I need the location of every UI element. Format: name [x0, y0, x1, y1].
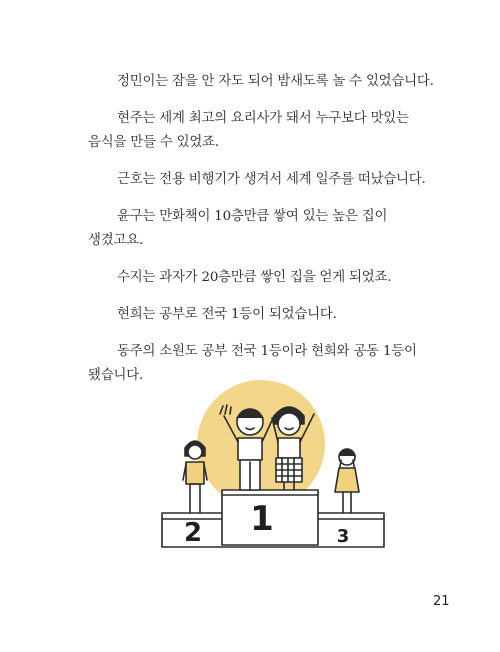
paragraph: 동주의 소원도 공부 전국 1등이라 현희와 공동 1등이 됐습니다.: [88, 344, 417, 383]
podium-label-first: 1: [250, 499, 274, 539]
paragraph: 정민이는 잠을 안 자도 되어 밤새도록 놀 수 있었습니다.: [117, 74, 434, 89]
girl-second-place: [183, 441, 207, 513]
podium-label-third: 3: [336, 526, 350, 547]
podium-illustration: [150, 372, 390, 562]
paragraph: 윤구는 만화책이 10층만큼 쌓여 있는 높은 집이 생겼고요.: [88, 209, 388, 248]
page-number: 21: [433, 594, 450, 609]
body-text: [88, 70, 434, 401]
paragraph: 근호는 전용 비행기가 생겨서 세계 일주를 떠났습니다.: [117, 172, 426, 187]
paragraph: 현희는 공부로 전국 1등이 되었습니다.: [117, 307, 337, 322]
podium-label-second: 2: [183, 518, 203, 548]
paragraph: 현주는 세계 최고의 요리사가 돼서 누구보다 맛있는 음식을 만들 수 있었죠.: [88, 111, 409, 150]
girl-third-place: [335, 449, 359, 513]
paragraph: 수지는 과자가 20층만큼 쌓인 집을 얻게 되었죠.: [117, 270, 392, 285]
